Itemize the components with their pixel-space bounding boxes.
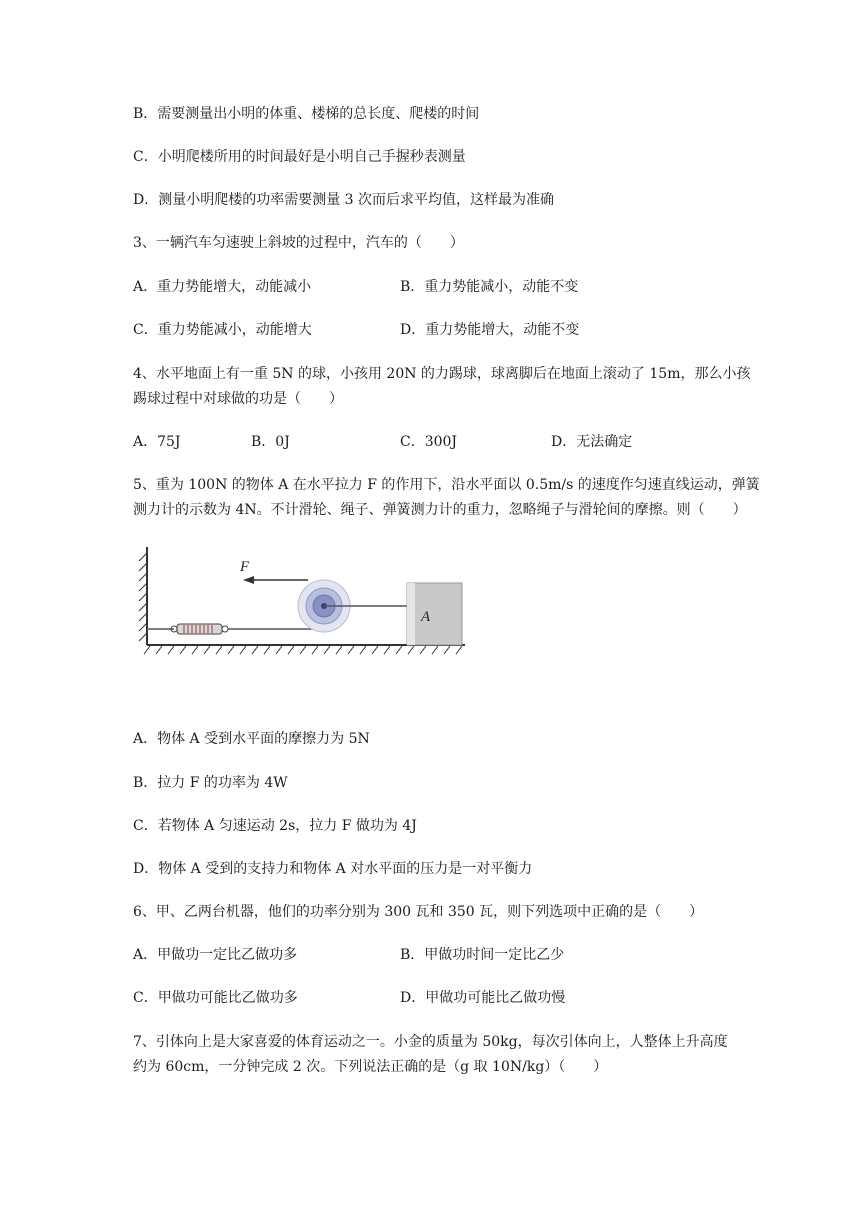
- block-label: A: [421, 609, 431, 625]
- q4-option-b: B．0J: [251, 434, 290, 450]
- q5-stem-line2: 测力计的示数为 4N。不计滑轮、绳子、弹簧测力计的重力，忽略绳子与滑轮间的摩擦。则（ ）: [133, 502, 747, 518]
- q4-stem-line2: 踢球过程中对球做的功是（ ）: [133, 391, 343, 407]
- q5-option-d: D．物体 A 受到的支持力和物体 A 对水平面的压力是一对平衡力: [133, 861, 533, 877]
- q2-option-d: D．测量小明爬楼的功率需要测量 3 次而后求平均值，这样最为准确: [133, 192, 555, 208]
- spring-scale: [171, 624, 228, 634]
- q6-option-a: A．甲做功一定比乙做功多: [133, 947, 298, 963]
- q3-option-b: B．重力势能减小，动能不变: [400, 279, 579, 295]
- q4-option-c: C．300J: [400, 434, 458, 450]
- q5-stem-line1: 5、重为 100N 的物体 A 在水平拉力 F 的作用下，沿水平面以 0.5m/s 的速度作匀速直线运动，弹簧: [133, 477, 760, 493]
- q5-option-c: C．若物体 A 匀速运动 2s，拉力 F 做功为 4J: [133, 818, 417, 834]
- q3-option-d: D．重力势能增大，动能不变: [400, 322, 580, 338]
- force-label: F: [240, 559, 250, 575]
- q5-option-a: A．物体 A 受到水平面的摩擦力为 5N: [133, 731, 370, 747]
- q2-option-b: B．需要测量出小明的体重、楼梯的总长度、爬楼的时间: [133, 106, 480, 122]
- q6-stem: 6、甲、乙两台机器，他们的功率分别为 300 瓦和 350 瓦，则下列选项中正确的是（ ）: [133, 904, 704, 920]
- q6-option-d: D．甲做功可能比乙做功慢: [400, 990, 566, 1006]
- block-a: [407, 583, 462, 645]
- q6-option-c: C．甲做功可能比乙做功多: [133, 990, 298, 1006]
- force-arrow: [243, 576, 308, 584]
- q4-option-d: D．无法确定: [551, 434, 633, 450]
- q7-stem-line2: 约为 60cm，一分钟完成 2 次。下列说法正确的是（g 取 10N/kg）（ ）: [133, 1059, 608, 1075]
- wall-hatching: [139, 553, 147, 641]
- q6-option-b: B．甲做功时间一定比乙少: [400, 947, 565, 963]
- ground-hatching: [144, 646, 462, 654]
- q5-option-b: B．拉力 F 的功率为 4W: [133, 775, 288, 791]
- q2-option-c: C．小明爬楼所用的时间最好是小明自己手握秒表测量: [133, 149, 466, 165]
- pulley-diagram-svg: [130, 543, 475, 663]
- q7-stem-line1: 7、引体向上是大家喜爱的体育运动之一。小金的质量为 50kg，每次引体向上，人整体上升高度: [133, 1034, 728, 1050]
- q4-option-a: A．75J: [133, 434, 181, 450]
- q3-option-c: C．重力势能减小，动能增大: [133, 322, 312, 338]
- q4-stem-line1: 4、水平地面上有一重 5N 的球，小孩用 20N 的力踢球，球离脚后在地面上滚动了 15m，那么小孩: [133, 366, 751, 382]
- q3-option-a: A．重力势能增大，动能减小: [133, 279, 312, 295]
- q3-stem: 3、一辆汽车匀速驶上斜坡的过程中，汽车的（ ）: [133, 235, 464, 251]
- pulley-diagram: [130, 543, 475, 663]
